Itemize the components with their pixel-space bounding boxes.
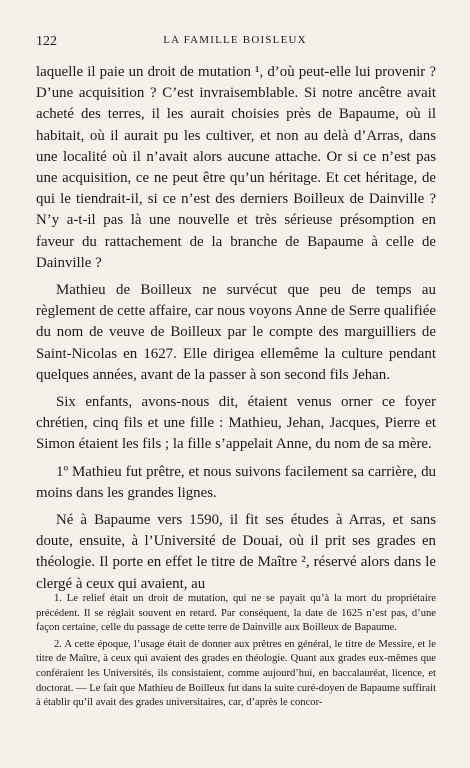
paragraph: Six enfants, avons-nous dit, étaient venus orner ce foyer chrétien, cinq fils et une fille : Mathieu, Jehan, Jacques, Pierre et Simon étaient les fils ; la fille s’appelait Anne, du nom de sa mère. <box>36 394 436 453</box>
paragraph: Mathieu de Boilleux ne survécut que peu de temps au règlement de cette affaire, car nous voyons Anne de Serre qualifiée du nom de veuve de Boilleux par le compte des marguilliers de Saint-Nicolas en 1627. Elle dirigea ellemême la culture pendant quelques années, avant de la passer à son second fils Jehan. <box>36 282 436 383</box>
body-text <box>36 62 436 595</box>
paragraph-continued: laquelle il paie un droit de mutation ¹, d’où peut-elle lui provenir ? D’une acquisition ? C’est invraisemblable. Si notre ancêtre avait acheté des terres, il les aurait choisies près de Bapaume, où il habitait, où il aurait pu les cultiver, et non au delà d’Arras, dans une localité où il n’avait alors aucune attache. Or si ce n’est pas une acquisition, ce ne peut être qu’un héritage. Et cet héritage, de qui le tiendrait-il, si ce n’est des derniers Boilleux de Dainville ? N’y a-t-il pas là une nouvelle et très sérieuse présomption en faveur du rattachement de la branche de Bapaume à celle de Dainville ? <box>36 64 436 271</box>
page-header <box>36 34 434 52</box>
page-number: 122 <box>36 34 57 49</box>
footnotes <box>36 592 436 711</box>
running-head: LA FAMILLE BOISLEUX <box>163 34 307 46</box>
footnote-1: 1. Le relief était un droit de mutation, qui ne se payait qu’à la mort du propriétaire précédent. Il se réglait souvent en retard. Par conséquent, la date de 1625 n’est pas, d’une façon certaine, celle du passage de cette terre de Dainville aux Boilleux de Bapaume. <box>36 593 436 634</box>
paragraph: Né à Bapaume vers 1590, il fit ses études à Arras, et sans doute, ensuite, à l’Université de Douai, où il prit ses grades en théologie. Il porte en effet le titre de Maître ², réservé alors dans le clergé à ceux qui avaient, au <box>36 512 436 592</box>
paragraph: 1º Mathieu fut prêtre, et nous suivons facilement sa carrière, du moins dans les grandes lignes. <box>36 463 436 501</box>
footnote-2: 2. A cette époque, l’usage était de donner aux prêtres en général, le titre de Messire, et le titre de Maître, à ceux qui avaient des grades en théologie. Quant aux grades eux-mêmes que conféraient les Universités, ils consistaient, comme aujourd’hui, en baccalauréat, licence, et doctorat. — Le fait que Mathieu de Boilleux fut dans la suite curé-doyen de Bapaume suffirait à établir qu’il avait des grades universitaires, car, d’après le concor- <box>36 638 436 709</box>
